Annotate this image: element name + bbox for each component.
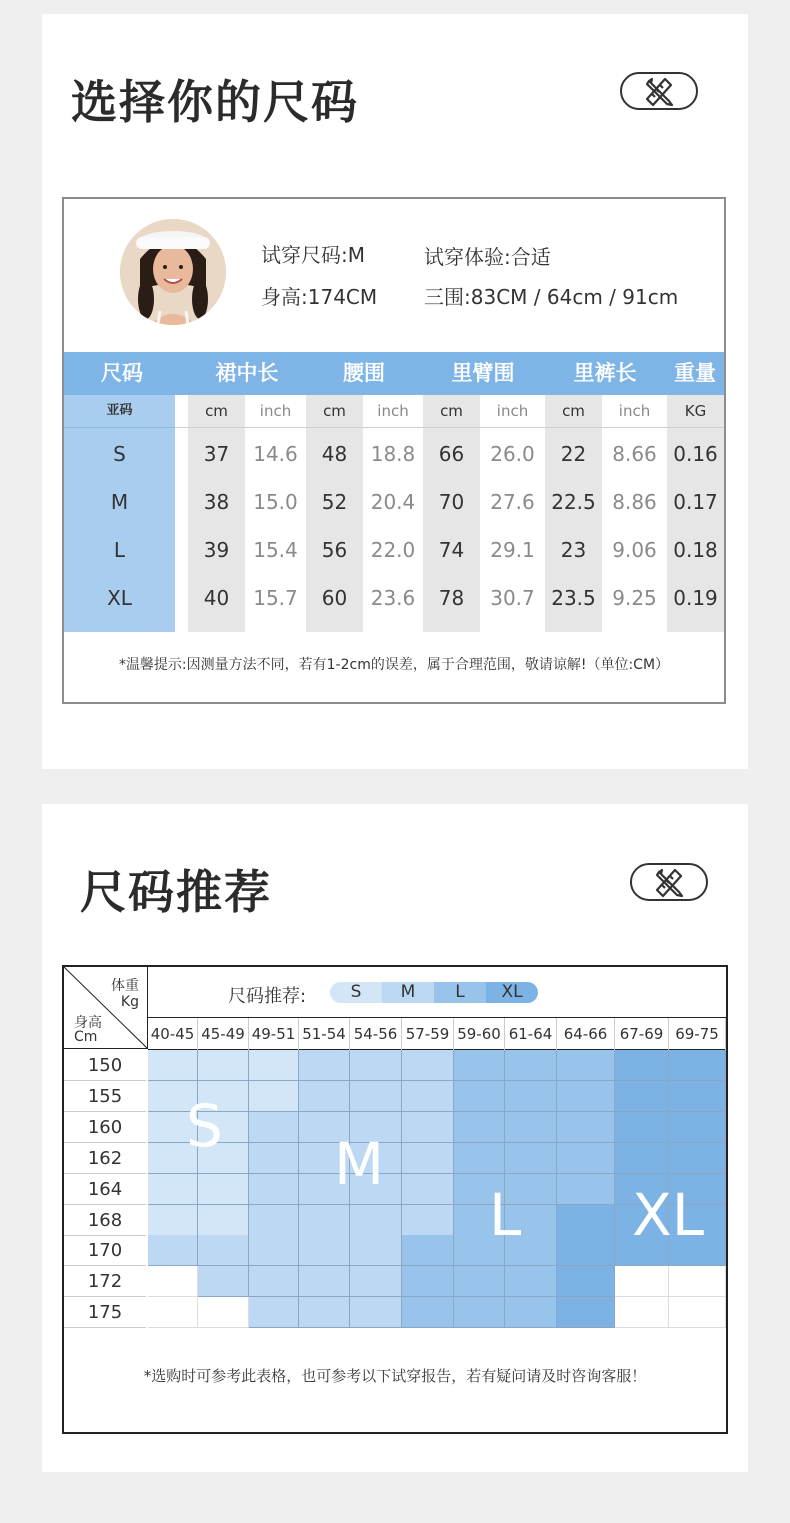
- size-table-cell: 22.0: [370, 538, 416, 562]
- weight-range-label: 45-49: [198, 1018, 249, 1051]
- grid-cell-l: [505, 1081, 557, 1112]
- size-table-cell: 74: [438, 538, 465, 562]
- size-table-cell: 0.17: [673, 490, 718, 514]
- grid-cell-s: [148, 1174, 198, 1205]
- legend-label: 尺码推荐:: [228, 986, 307, 1007]
- grid-cell-empty: [148, 1266, 198, 1297]
- grid-cell-xl: [615, 1112, 669, 1143]
- grid-cell-empty: [615, 1297, 669, 1328]
- grid-cell-l: [557, 1081, 615, 1112]
- grid-cell-l: [557, 1174, 615, 1205]
- header-inner-arm: 里臂围: [451, 361, 515, 385]
- size-chart-box: [62, 197, 726, 704]
- grid-cell-xl: [615, 1143, 669, 1174]
- size-table-cell: 48: [321, 442, 348, 466]
- height-label: 170: [64, 1235, 146, 1266]
- size-table-cell: 66: [438, 442, 465, 466]
- weight-unit: Kg: [120, 994, 139, 1010]
- height-header: 身高: [74, 1015, 102, 1031]
- grid-cell-empty: [669, 1297, 726, 1328]
- size-table-cell: 9.25: [612, 586, 657, 610]
- try-experience-value: 合适: [510, 245, 551, 269]
- ruler-pencil-badge: [620, 72, 698, 110]
- size-table-cell: 8.86: [612, 490, 657, 514]
- grid-cell-m: [350, 1205, 402, 1236]
- size-table-cell: 0.19: [673, 586, 718, 610]
- size-table-cell: 40: [203, 586, 230, 610]
- grid-cell-l: [557, 1143, 615, 1174]
- grid-cell-xl: [615, 1050, 669, 1081]
- grid-cell-s: [148, 1050, 198, 1081]
- grid-cell-m: [299, 1081, 350, 1112]
- grid-cell-l: [454, 1266, 505, 1297]
- row-label-asian-size: 亚码: [106, 403, 133, 418]
- grid-cell-m: [402, 1112, 454, 1143]
- grid-cell-l: [454, 1297, 505, 1328]
- grid-cell-m: [249, 1266, 299, 1297]
- grid-cell-s: [198, 1174, 249, 1205]
- header-waist: 腰围: [343, 361, 385, 385]
- grid-cell-l: [557, 1112, 615, 1143]
- grid-cell-m: [350, 1081, 402, 1112]
- size-selection-card: [42, 14, 748, 769]
- corner-cell: [64, 967, 148, 1049]
- ruler-pencil-icon: [651, 866, 687, 898]
- grid-cell-m: [402, 1174, 454, 1205]
- size-table-cell: 30.7: [490, 586, 535, 610]
- section-title-size-recommendation: 尺码推荐: [80, 865, 272, 919]
- header-size: 尺码: [101, 361, 143, 385]
- grid-cell-l: [454, 1112, 505, 1143]
- weight-range-label: 51-54: [299, 1018, 350, 1051]
- size-recommendation-chart: [62, 965, 728, 1434]
- height-unit: Cm: [74, 1029, 98, 1045]
- grid-cell-xl: [669, 1112, 726, 1143]
- height-info: [261, 281, 377, 310]
- size-table-cell: 70: [438, 490, 465, 514]
- unit-cm: cm: [205, 402, 228, 420]
- size-table-cell: 23.5: [551, 586, 596, 610]
- grid-cell-empty: [198, 1297, 249, 1328]
- legend-s: S: [330, 982, 382, 1003]
- try-experience-info: [424, 241, 551, 270]
- grid-cell-empty: [615, 1266, 669, 1297]
- size-table-cell: 38: [203, 490, 230, 514]
- height-label: 168: [64, 1205, 146, 1236]
- grid-cell-m: [249, 1174, 299, 1205]
- size-table-cell: 52: [321, 490, 348, 514]
- size-label-m: M: [110, 490, 129, 514]
- grid-cell-m: [299, 1205, 350, 1236]
- unit-inch: inch: [496, 402, 529, 420]
- grid-cell-s: [148, 1205, 198, 1236]
- size-table-cell: 9.06: [612, 538, 657, 562]
- grid-cell-l: [557, 1050, 615, 1081]
- legend-l: L: [434, 982, 486, 1003]
- weight-range-label: 40-45: [148, 1018, 198, 1051]
- grid-cell-empty: [148, 1297, 198, 1328]
- size-table-cell: 14.6: [253, 442, 298, 466]
- weight-range-label: 57-59: [402, 1018, 454, 1051]
- grid-cell-m: [249, 1235, 299, 1266]
- unit-cm: cm: [323, 402, 346, 420]
- grid-cell-m: [249, 1143, 299, 1174]
- size-table-cell: 60: [321, 586, 348, 610]
- height-value: 174CM: [307, 285, 378, 309]
- measurement-note: *温馨提示:因测量方法不同，若有1-2cm的误差，属于合理范围，敬请谅解!（单位:CM）: [118, 657, 670, 673]
- recommendation-note: *选购时可参考此表格，也可参考以下试穿报告，若有疑问请及时咨询客服！: [143, 1367, 647, 1385]
- weight-range-label: 59-60: [454, 1018, 505, 1051]
- grid-cell-m: [350, 1050, 402, 1081]
- grid-cell-xl: [669, 1143, 726, 1174]
- measurements-info: [424, 281, 678, 310]
- size-table-cell: 0.18: [673, 538, 718, 562]
- grid-cell-m: [198, 1266, 249, 1297]
- size-table-cell: 22: [560, 442, 587, 466]
- grid-cell-xl: [557, 1266, 615, 1297]
- zone-label-xl: XL: [632, 1181, 705, 1249]
- measurements-value: 83CM / 64cm / 91cm: [470, 285, 679, 309]
- weight-header: 体重: [111, 978, 139, 994]
- size-table-cell: 15.7: [253, 586, 298, 610]
- grid-cell-xl: [557, 1205, 615, 1236]
- unit-cm: cm: [440, 402, 463, 420]
- unit-inch: inch: [259, 402, 292, 420]
- size-table-cell: 20.4: [370, 490, 416, 514]
- grid-cell-s: [198, 1050, 249, 1081]
- try-size-value: M: [347, 243, 366, 267]
- grid-cell-m: [249, 1297, 299, 1328]
- height-label: 150: [64, 1050, 146, 1081]
- grid-cell-l: [505, 1112, 557, 1143]
- size-table-cell: 23.6: [370, 586, 416, 610]
- grid-cell-xl: [615, 1081, 669, 1112]
- size-table-cell: 15.0: [253, 490, 298, 514]
- section-title-select-size: 选择你的尺码: [71, 75, 359, 129]
- grid-cell-l: [454, 1050, 505, 1081]
- unit-kg: KG: [684, 402, 707, 420]
- weight-range-label: 49-51: [249, 1018, 299, 1051]
- grid-cell-l: [505, 1050, 557, 1081]
- height-label: 164: [64, 1174, 146, 1205]
- size-table-cell: 78: [438, 586, 465, 610]
- header-inner-pants-length: 里裤长: [573, 361, 637, 385]
- unit-inch: inch: [377, 402, 409, 420]
- grid-cell-xl: [669, 1081, 726, 1112]
- height-label: 155: [64, 1081, 146, 1112]
- unit-cm: cm: [562, 402, 585, 420]
- size-label-l: L: [113, 538, 126, 562]
- height-label: 160: [64, 1112, 146, 1143]
- grid-cell-m: [350, 1235, 402, 1266]
- zone-label-m: M: [334, 1130, 385, 1198]
- size-table-cell: 8.66: [612, 442, 657, 466]
- grid-cell-xl: [669, 1050, 726, 1081]
- grid-cell-m: [402, 1081, 454, 1112]
- size-table-cell: 23: [560, 538, 587, 562]
- grid-cell-m: [299, 1266, 350, 1297]
- measurements-label: 三围:: [424, 285, 471, 309]
- grid-cell-m: [402, 1205, 454, 1236]
- size-label-xl: XL: [107, 586, 132, 610]
- grid-cell-l: [402, 1297, 454, 1328]
- ruler-pencil-badge: [630, 863, 708, 901]
- zone-label-l: L: [489, 1181, 522, 1249]
- try-experience-label: 试穿体验:: [424, 245, 511, 269]
- model-avatar: [120, 219, 226, 325]
- grid-cell-m: [249, 1205, 299, 1236]
- size-label-s: S: [113, 442, 126, 466]
- size-table-cell: 0.16: [673, 442, 718, 466]
- try-size-label: 试穿尺码:: [261, 243, 348, 267]
- weight-range-label: 67-69: [615, 1018, 669, 1051]
- grid-cell-empty: [669, 1266, 726, 1297]
- grid-cell-m: [350, 1297, 402, 1328]
- size-table-cell: 39: [203, 538, 230, 562]
- height-label: 162: [64, 1143, 146, 1174]
- grid-cell-m: [350, 1266, 402, 1297]
- size-table-cell: 26.0: [490, 442, 535, 466]
- grid-cell-l: [402, 1235, 454, 1266]
- size-table-cell: 29.1: [490, 538, 535, 562]
- size-table-cell: 15.4: [253, 538, 298, 562]
- weight-range-label: 61-64: [505, 1018, 557, 1051]
- header-weight: 重量: [674, 361, 716, 385]
- grid-cell-s: [198, 1205, 249, 1236]
- grid-cell-l: [505, 1143, 557, 1174]
- size-table-cell: 27.6: [490, 490, 535, 514]
- grid-cell-m: [299, 1297, 350, 1328]
- header-skirt-length: 裙中长: [215, 361, 279, 385]
- height-label: 身高:: [261, 285, 308, 309]
- grid-cell-s: [249, 1050, 299, 1081]
- grid-cell-m: [249, 1112, 299, 1143]
- unit-inch: inch: [618, 402, 651, 420]
- weight-range-label: 69-75: [669, 1018, 726, 1051]
- zone-label-s: S: [186, 1092, 223, 1160]
- height-label: 175: [64, 1297, 146, 1328]
- size-table-cell: 37: [203, 442, 230, 466]
- size-table-cell: 56: [321, 538, 348, 562]
- legend-m: M: [382, 982, 434, 1003]
- size-table-cell: 18.8: [370, 442, 416, 466]
- try-size-info: [261, 239, 365, 268]
- size-table-cell: 22.5: [551, 490, 596, 514]
- grid-cell-m: [402, 1143, 454, 1174]
- grid-cell-s: [249, 1081, 299, 1112]
- grid-cell-m: [148, 1235, 198, 1266]
- height-label: 172: [64, 1266, 146, 1297]
- size-recommendation-card: [42, 804, 748, 1472]
- weight-range-label: 54-56: [350, 1018, 402, 1051]
- size-table-header: [64, 352, 724, 395]
- grid-cell-m: [198, 1235, 249, 1266]
- ruler-pencil-icon: [641, 75, 677, 107]
- grid-cell-l: [454, 1081, 505, 1112]
- grid-cell-l: [402, 1266, 454, 1297]
- grid-cell-l: [505, 1266, 557, 1297]
- grid-cell-l: [454, 1143, 505, 1174]
- grid-cell-xl: [557, 1235, 615, 1266]
- grid-cell-l: [505, 1297, 557, 1328]
- grid-cell-m: [299, 1235, 350, 1266]
- grid-cell-xl: [557, 1297, 615, 1328]
- grid-cell-m: [299, 1050, 350, 1081]
- grid-cell-m: [402, 1050, 454, 1081]
- weight-range-label: 64-66: [557, 1018, 615, 1051]
- legend-xl: XL: [486, 982, 538, 1003]
